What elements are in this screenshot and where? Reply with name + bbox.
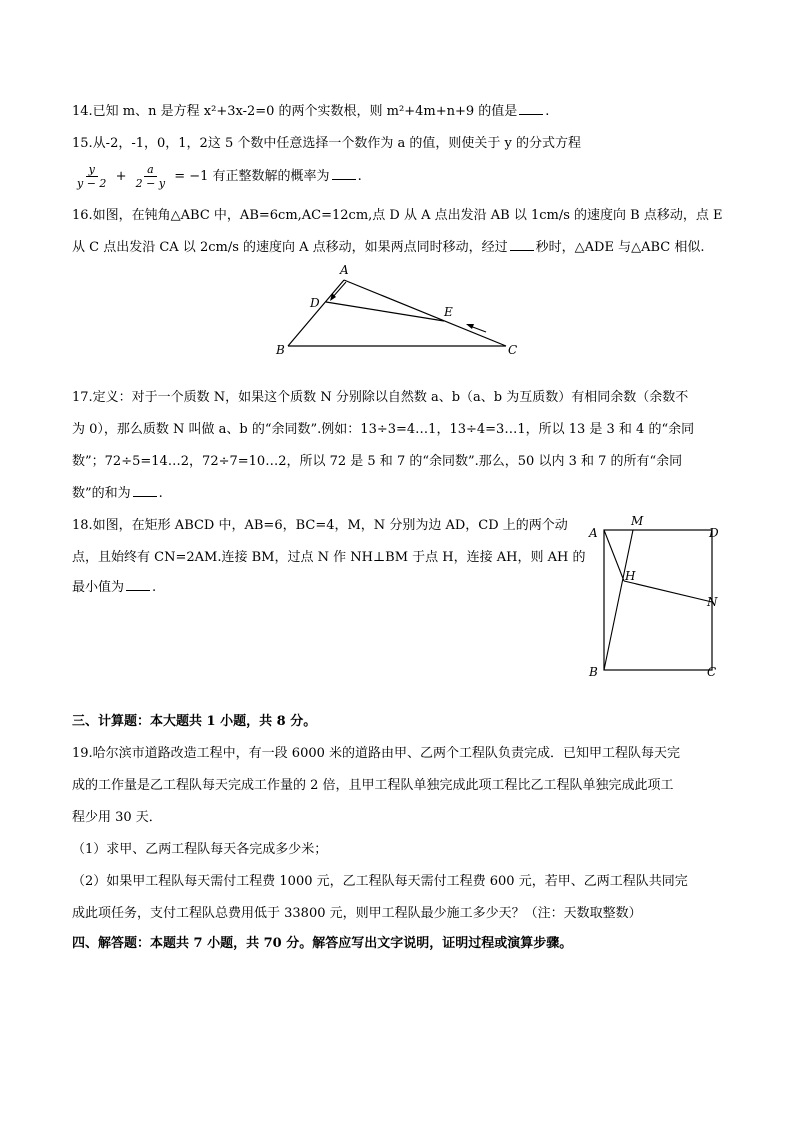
- question-19-line1: 19.哈尔滨市道路改造工程中，有一段 6000 米的道路由甲、乙两个工程队负责完成．已知甲工程队每天完: [72, 746, 681, 761]
- segment-nh: [624, 581, 712, 602]
- question-19-part2-line1: （2）如果甲工程队每天需付工程费 1000 元，乙工程队每天需付工程费 600 元，若甲、乙两工程队共同完: [72, 874, 688, 889]
- question-17-line2: 为 0），那么质数 N 叫做 a、b 的“余同数”.例如：13÷3=4…1，13÷4=3…1，所以 13 是 3 和 4 的“余同: [72, 422, 695, 437]
- answer-blank: [126, 578, 150, 591]
- section-3-heading: 三、计算题：本大题共 1 小题，共 8 分。: [72, 714, 317, 729]
- q14-suffix: .: [545, 104, 550, 119]
- question-17-line1: 17.定义：对于一个质数 N，如果这个质数 N 分别除以自然数 a、b（a、b 为互质数）有相同余数（余数不: [72, 390, 689, 405]
- q17-suffix: .: [158, 486, 163, 501]
- triangle-abc-figure: [270, 260, 530, 360]
- question-17-line4: [72, 484, 163, 504]
- label-m: M: [631, 514, 644, 528]
- label-c: C: [508, 343, 518, 357]
- question-18-line2: 点，且始终有 CN=2AM.连接 BM，过点 N 作 NH⊥BM 于点 H，连接 AH，则 AH 的: [72, 550, 586, 565]
- q18-line3-text: 最小值为: [72, 580, 125, 595]
- question-14: [72, 102, 549, 122]
- label-b: B: [276, 343, 285, 357]
- side-ab: [288, 280, 344, 346]
- question-15-line1: 15.从-2，-1，0，1，2这 5 个数中任意选择一个数作为 a 的值，则使关于 y 的分式方程: [72, 136, 581, 151]
- label-d: D: [310, 296, 320, 310]
- q18-suffix: .: [152, 580, 157, 595]
- fraction-2: [133, 163, 168, 190]
- section-4-heading: 四、解答题：本题共 7 小题，共 70 分。解答应写出文字说明，证明过程或演算步骤。: [72, 936, 573, 951]
- label-n: N: [707, 595, 718, 609]
- frac1-denominator: y − 2: [77, 177, 107, 190]
- q16-line2-a: 从 C 点出发沿 CA 以 2cm/s 的速度向 A 点移动，如果两点同时移动，经过: [72, 240, 508, 255]
- label-a: A: [589, 526, 598, 540]
- label-a: A: [340, 263, 349, 277]
- q16-line2-b: 秒时，△ADE 与△ABC 相似.: [535, 240, 705, 255]
- question-19-line3: 程少用 30 天．: [72, 810, 162, 825]
- segment-ah: [604, 530, 624, 581]
- segment-de: [326, 302, 444, 321]
- q15-tail: 有正整数解的概率为: [212, 169, 330, 184]
- frac1-numerator: y: [86, 163, 98, 177]
- question-17-line3: 数”；72÷5=14…2，72÷7=10…2，所以 72 是 5 和 7 的“余同数”.那么，50 以内 3 和 7 的所有“余同: [72, 454, 683, 469]
- fraction-1: [74, 163, 109, 190]
- plus-sign: +: [115, 169, 127, 184]
- q15-suffix: .: [357, 169, 362, 184]
- question-19-part1: （1）求甲、乙两工程队每天各完成多少米；: [72, 842, 328, 857]
- label-c: C: [707, 665, 717, 679]
- frac2-numerator: a: [144, 163, 157, 177]
- q14-text: 14.已知 m、n 是方程 x²+3x-2=0 的两个实数根，则 m²+4m+n+9 的值是: [72, 104, 518, 119]
- rectangle-abcd-figure: [585, 508, 725, 680]
- question-16-line2: [72, 238, 705, 258]
- question-19-line2: 成的工作量是乙工程队每天完成工作量的 2 倍，且甲工程队单独完成此项工程比乙工程队单独完成此项工: [72, 778, 674, 793]
- answer-blank: [332, 167, 356, 180]
- question-18-line3: [72, 578, 156, 598]
- q17-line4-text: 数”的和为: [72, 486, 131, 501]
- answer-blank: [133, 484, 157, 497]
- question-18-line1: 18.如图，在矩形 ABCD 中，AB=6，BC=4，M，N 分别为边 AD，CD 上的两个动: [72, 518, 568, 533]
- question-16-line1: 16.如图，在钝角△ABC 中，AB=6cm,AC=12cm,点 D 从 A 点出发沿 AB 以 1cm/s 的速度向 B 点移动，点 E: [72, 208, 723, 223]
- answer-blank: [519, 102, 543, 115]
- label-h: H: [625, 569, 636, 583]
- answer-blank: [510, 238, 534, 251]
- arrow-e-icon: [466, 324, 474, 329]
- frac2-denominator: 2 − y: [135, 177, 166, 190]
- rectangle-abcd: [604, 530, 712, 670]
- label-b: B: [589, 665, 598, 679]
- question-15-equation: [72, 162, 362, 192]
- segment-bm: [604, 530, 633, 670]
- equals-minus-one: = −1: [174, 169, 209, 184]
- label-e: E: [444, 305, 453, 319]
- label-d: D: [709, 526, 719, 540]
- side-ac: [344, 280, 506, 346]
- question-19-part2-line2: 成此项任务，支付工程队总费用低于 33800 元，则甲工程队最少施工多少天？（注：天数取整数）: [72, 906, 642, 921]
